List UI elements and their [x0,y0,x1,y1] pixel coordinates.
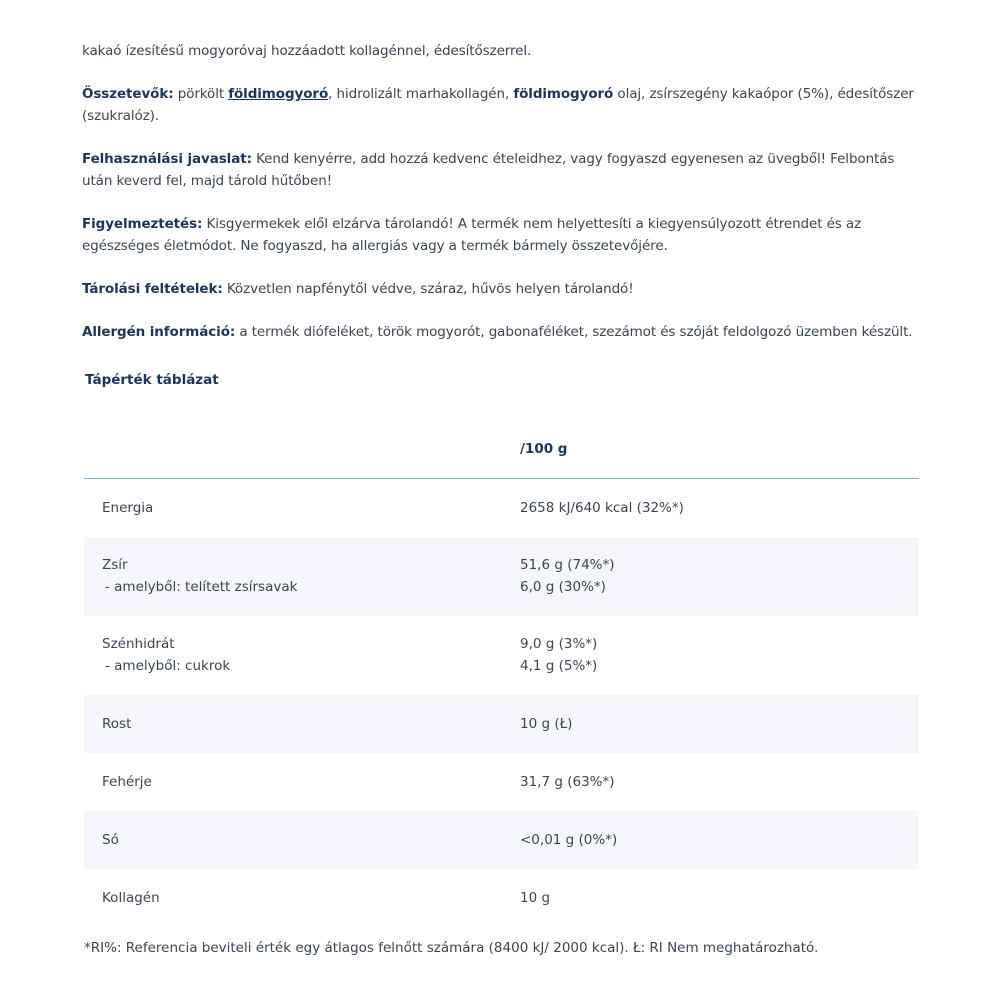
nutrient-name-cell [84,616,520,695]
nutrient-value: 9,0 g (3%*) [520,636,598,652]
storage-label: Tárolási feltételek: [82,281,223,297]
nutrition-header-blank [84,420,520,479]
ingredients-label: Összetevők: [82,86,174,102]
nutrient-name: Rost [102,715,132,732]
nutrient-sub-name: - amelyből: cukrok [105,658,231,674]
nutrient-value: 51,6 g (74%*) [520,557,615,573]
warning-section [82,213,922,257]
product-description [82,40,922,364]
nutrient-value-cell [520,616,919,695]
nutrition-row-salt [84,811,919,869]
nutrient-value: 2658 kJ/640 kcal (32%*) [520,499,684,516]
nutrition-row-protein [84,753,919,811]
nutrition-row-fiber [84,695,919,753]
allergen-info-text: a termék diófeléket, török mogyorót, gabonaféléket, szezámot és szóját feldolgozó üzemben készült. [235,324,913,340]
product-intro: kakaó ízesítésű mogyoróvaj hozzáadott kollagénnel, édesítőszerrel. [82,43,532,59]
nutrient-value-cell [520,537,919,616]
nutrient-name: Kollagén [102,889,160,906]
usage-label: Felhasználási javaslat: [82,151,252,167]
ingredients-text-3: olaj, zsírszegény kakaópor (5%), édesítőszer (szukralóz). [82,86,914,124]
storage-text: Közvetlen napfénytől védve, száraz, hűvös helyen tárolandó! [222,281,634,297]
nutrient-name: Zsír [102,557,128,573]
nutrition-row-carbohydrate [84,616,919,695]
usage-text: Kend kenyérre, add hozzá kedvenc ételeidhez, vagy fogyaszd egyenesen az üvegből! Felbontás után keverd fel, majd tárold hűtőben! [82,151,895,189]
ingredients-text-2: , hidrolizált marhakollagén, [328,86,514,102]
nutrition-header-per100g: /100 g [520,420,919,479]
allergen-info-label: Allergén információ: [82,324,236,340]
nutrient-value: 31,7 g (63%*) [520,773,615,790]
allergen-peanut-2: földimogyoró [513,86,614,102]
warning-label: Figyelmeztetés: [82,216,203,232]
usage-section [82,148,922,192]
allergen-info-section [82,321,922,343]
nutrition-row-collagen [84,869,919,927]
nutrient-name-cell [84,537,520,616]
nutrient-value: <0,01 g (0%*) [520,831,618,848]
nutrient-value: 10 g [520,889,551,906]
nutrient-value: 10 g (Ł) [520,715,573,732]
nutrient-name: Szénhidrát [102,636,175,652]
nutrient-sub-value: 4,1 g (5%*) [520,658,598,674]
allergen-peanut-1: földimogyoró [228,86,329,102]
nutrition-row-fat [84,537,919,616]
nutrient-name: Fehérje [102,773,152,790]
nutrient-sub-name: - amelyből: telített zsírsavak [105,579,298,595]
nutrient-sub-value: 6,0 g (30%*) [520,579,606,595]
nutrition-table [84,420,919,927]
nutrition-row-energy [84,479,919,537]
warning-text: Kisgyermekek elől elzárva tárolandó! A termék nem helyettesíti a kiegyensúlyozott étrendet és az egészséges életmódot. Ne fogyaszd, ha allergiás vagy a termék bármely összetevőjére. [82,216,862,254]
nutrient-name: Energia [102,499,154,516]
storage-section [82,278,922,300]
ingredients-text-1: pörkölt [173,86,229,102]
nutrient-name: Só [102,831,119,848]
ingredients-section [82,83,922,127]
nutrition-table-title: Tápérték táblázat [85,372,219,388]
reference-intake-footnote: *RI%: Referencia beviteli érték egy átlagos felnőtt számára (8400 kJ/ 2000 kcal). Ł: RI Nem meghatározható. [84,940,819,956]
